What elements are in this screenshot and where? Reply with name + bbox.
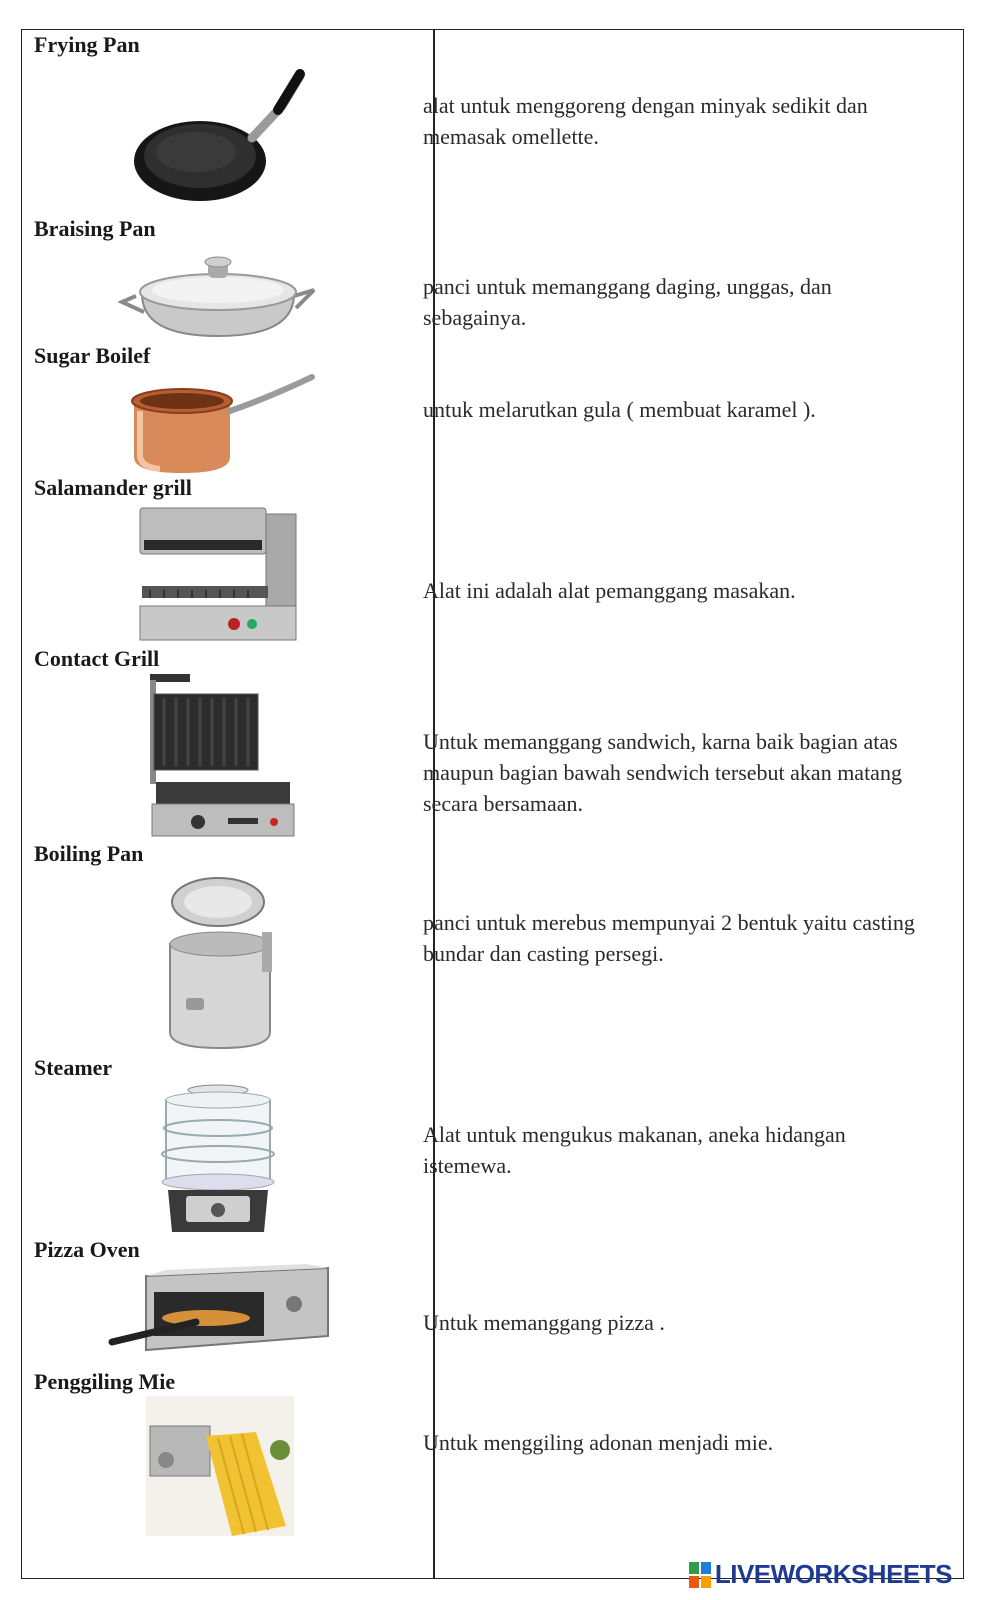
item-label-boiling-pan: Boiling Pan [34, 841, 144, 866]
boiling-pan-image [162, 872, 288, 1054]
item-label-steamer: Steamer [34, 1055, 113, 1080]
item-label-salamander-grill: Salamander grill [34, 475, 192, 500]
frying-pan-image [132, 66, 312, 206]
item-desc-frying-pan: alat untuk menggoreng dengan minyak sedikit dan memasak omellette. [423, 93, 868, 149]
liveworksheets-watermark [689, 1559, 952, 1590]
item-desc-contact-grill: Untuk memanggang sandwich, karna baik bagian atas maupun bagian bawah sendwich tersebut akan matang secara bersamaan. [423, 729, 902, 816]
item-desc-sugar-boilef: untuk melarutkan gula ( membuat karamel ). [423, 397, 816, 422]
sugar-boiler-image [130, 371, 320, 475]
item-desc-pizza-oven: Untuk memanggang pizza . [423, 1310, 665, 1335]
pizza-oven-image [106, 1264, 334, 1368]
item-label-sugar-boilef: Sugar Boilef [34, 343, 151, 368]
item-desc-salamander-grill: Alat ini adalah alat pemanggang masakan. [423, 578, 796, 603]
item-label-penggiling-mie: Penggiling Mie [34, 1369, 176, 1394]
item-label-braising-pan: Braising Pan [34, 216, 156, 241]
item-desc-penggiling-mie: Untuk menggiling adonan menjadi mie. [423, 1430, 774, 1455]
salamander-grill-image [136, 504, 300, 644]
noodle-maker-image [146, 1396, 294, 1536]
contact-grill-image [148, 674, 298, 840]
steamer-image [156, 1082, 282, 1236]
watermark-text: LIVEWORKSHEETS [714, 1559, 952, 1589]
item-label-contact-grill: Contact Grill [34, 646, 160, 671]
worksheet-table [21, 29, 964, 1579]
item-desc-steamer: Alat untuk mengukus makanan, aneka hidangan istemewa. [423, 1122, 846, 1178]
braising-pan-image [118, 244, 318, 340]
item-label-frying-pan: Frying Pan [34, 32, 140, 57]
item-desc-braising-pan: panci untuk memanggang daging, unggas, dan sebagainya. [423, 274, 832, 330]
item-label-pizza-oven: Pizza Oven [34, 1237, 140, 1262]
item-desc-boiling-pan: panci untuk merebus mempunyai 2 bentuk yaitu casting bundar dan casting persegi. [423, 910, 915, 966]
liveworksheets-logo-icon [689, 1562, 711, 1588]
